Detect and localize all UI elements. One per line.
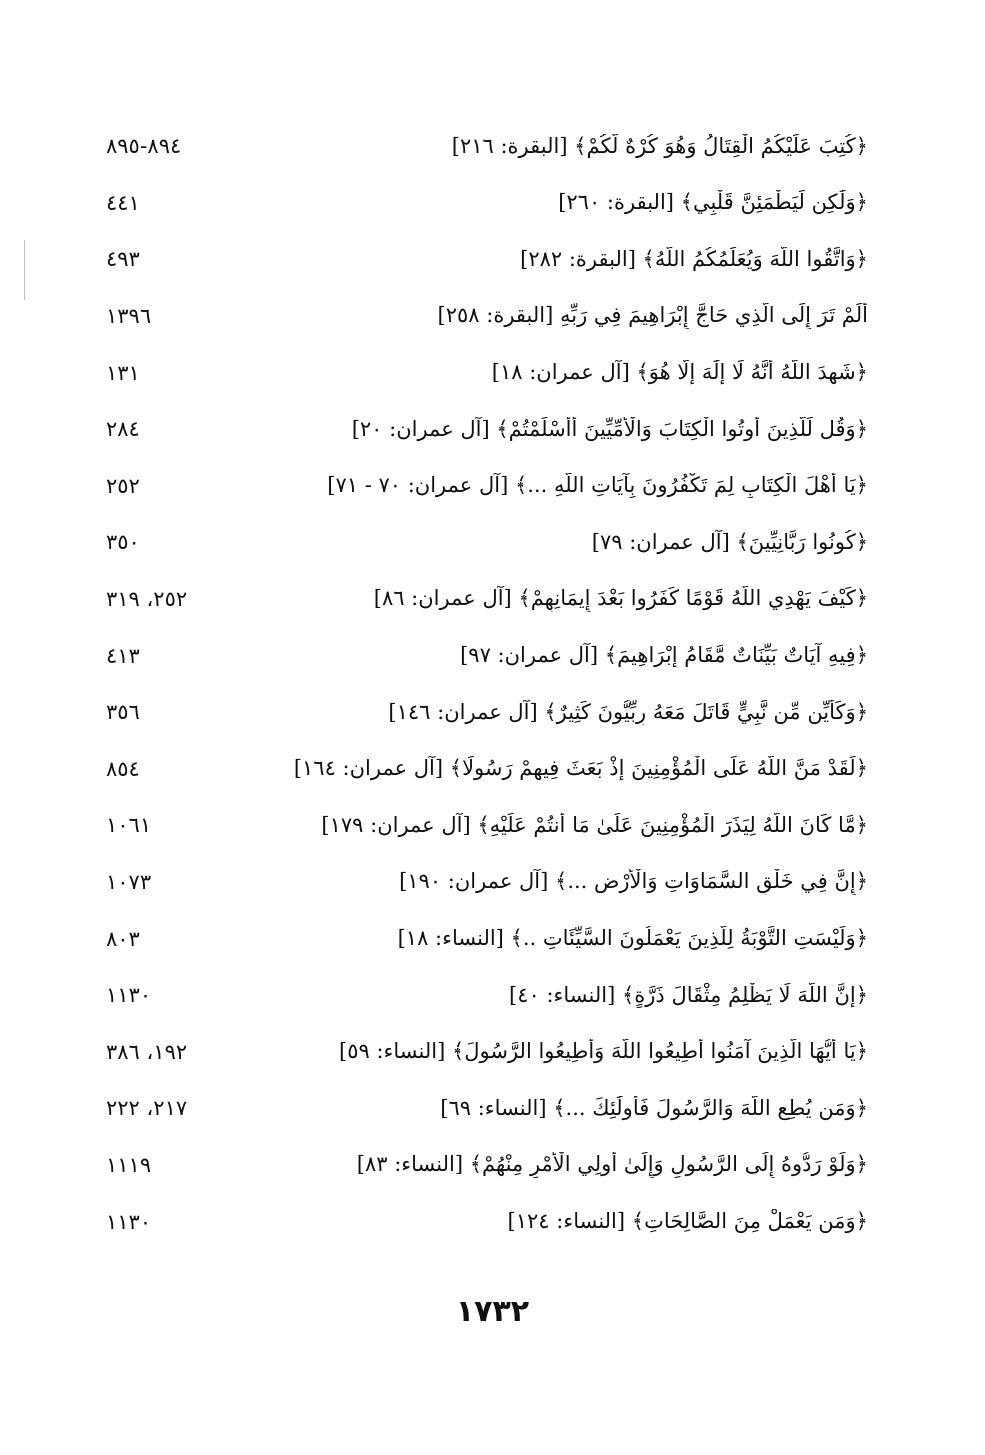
verse-citation: ﴿فِيهِ آيَاتٌ بَيِّنَاتٌ مَّقَامُ إِبْرَاهِيمَ﴾ [آل عمران: ٩٧] — [460, 643, 868, 668]
verse-citation: ﴿لَقَدْ مَنَّ اللَّهُ عَلَى الْمُؤْمِنِينَ إِذْ بَعَثَ فِيهِمْ رَسُولًا﴾ [آل عمران: ١٦٤] — [293, 756, 868, 781]
page-reference: ١١٣٠ — [106, 983, 152, 1008]
list-item — [100, 175, 868, 232]
verse-citation: أَلَمْ تَرَ إِلَى الَّذِي حَاجَّ إِبْرَاهِيمَ فِي رَبِّهِ [البقرة: ٢٥٨] — [437, 303, 868, 328]
verse-citation: ﴿مَّا كَانَ اللَّهُ لِيَذَرَ الْمُؤْمِنِينَ عَلَىٰ مَا أَنتُمْ عَلَيْهِ﴾ [آل عمران: ١٧٩] — [321, 812, 868, 837]
page-reference: ٣٥٦ — [106, 700, 140, 725]
list-item — [100, 571, 868, 628]
verse-citation: ﴿وَلَيْسَتِ التَّوْبَةُ لِلَّذِينَ يَعْمَلُونَ السَّيِّئَاتِ ..﴾ [النساء: ١٨] — [397, 926, 868, 951]
page-reference: ٢٨٤ — [106, 417, 140, 442]
list-item — [100, 1193, 868, 1250]
list-item — [100, 1024, 868, 1081]
list-item — [100, 967, 868, 1024]
list-item — [100, 741, 868, 798]
page-reference: ٨٠٣ — [106, 926, 140, 951]
list-item — [100, 1137, 868, 1194]
list-item — [100, 1080, 868, 1137]
verse-citation: ﴿كَيْفَ يَهْدِي اللَّهُ قَوْمًا كَفَرُوا بَعْدَ إِيمَانِهِمْ﴾ [آل عمران: ٨٦] — [373, 586, 868, 611]
list-item — [100, 514, 868, 571]
margin-line — [24, 240, 25, 300]
verse-citation: ﴿وَاتَّقُوا اللَّهَ وَيُعَلِّمُكُمُ اللَّهُ﴾ [البقرة: ٢٨٢] — [520, 246, 868, 271]
verse-citation: ﴿إِنَّ اللَّهَ لَا يَظْلِمُ مِثْقَالَ ذَرَّةٍ﴾ [النساء: ٤٠] — [509, 982, 868, 1007]
page-reference: ٨٩٤-٨٩٥ — [106, 134, 182, 159]
verse-citation: ﴿يَا أَيُّهَا الَّذِينَ آمَنُوا أَطِيعُوا اللَّهَ وَأَطِيعُوا الرَّسُولَ﴾ [النساء: ٥٩] — [339, 1039, 868, 1064]
list-item — [100, 288, 868, 345]
page-reference: ١٠٧٣ — [106, 870, 152, 895]
page-reference: ٢١٧، ٢٢٢ — [106, 1096, 188, 1121]
verse-citation: ﴿كُتِبَ عَلَيْكُمُ الْقِتَالُ وَهُوَ كُرْهٌ لَّكُمْ﴾ [البقرة: ٢١٦] — [451, 133, 868, 158]
list-item — [100, 458, 868, 515]
verse-citation: ﴿وَمَن يَعْمَلْ مِنَ الصَّالِحَاتِ﴾ [النساء: ١٢٤] — [507, 1208, 868, 1233]
list-item — [100, 797, 868, 854]
list-item — [100, 910, 868, 967]
page-reference: ٤٩٣ — [106, 247, 140, 272]
page-reference: ٤١٣ — [106, 643, 140, 668]
verse-citation: ﴿إِنَّ فِي خَلْقِ السَّمَاوَاتِ وَالْأَرْضِ ...﴾ [آل عمران: ١٩٠] — [399, 869, 868, 894]
page-number: ١٧٣٢ — [455, 1294, 530, 1329]
page-reference: ١١٣٠ — [106, 1209, 152, 1234]
verse-citation: ﴿وَقُل لِّلَّذِينَ أُوتُوا الْكِتَابَ وَالْأُمِّيِّينَ أَأَسْلَمْتُمْ﴾ [آل عمران: ٢٠] — [351, 416, 868, 441]
page-reference: ١٣١ — [106, 360, 140, 385]
list-item — [100, 231, 868, 288]
verse-citation: ﴿وَمَن يُطِعِ اللَّهَ وَالرَّسُولَ فَأُولَٰئِكَ ...﴾ [النساء: ٦٩] — [440, 1095, 868, 1120]
page-reference: ٨٥٤ — [106, 756, 140, 781]
list-item — [100, 401, 868, 458]
verse-citation: ﴿وَلَٰكِن لِّيَطْمَئِنَّ قَلْبِي﴾ [البقرة: ٢٦٠] — [558, 190, 868, 215]
page-reference: ٤٤١ — [106, 190, 140, 215]
page-reference: ١٣٩٦ — [106, 304, 152, 329]
list-item — [100, 684, 868, 741]
list-item — [100, 627, 868, 684]
page-reference: ٢٥٢، ٣١٩ — [106, 587, 188, 612]
verse-citation: ﴿شَهِدَ اللَّهُ أَنَّهُ لَا إِلَٰهَ إِلَّا هُوَ﴾ [آل عمران: ١٨] — [491, 360, 868, 385]
page-reference: ٣٥٠ — [106, 530, 140, 555]
verse-citation: ﴿يَا أَهْلَ الْكِتَابِ لِمَ تَكْفُرُونَ بِآيَاتِ اللَّهِ ...﴾ [آل عمران: ٧٠ - ٧١] — [327, 473, 868, 498]
verse-index-list — [100, 118, 868, 1250]
page-reference: ١١١٩ — [106, 1152, 152, 1177]
list-item — [100, 118, 868, 175]
list-item — [100, 854, 868, 911]
verse-citation: ﴿وَكَأَيِّن مِّن نَّبِيٍّ قَاتَلَ مَعَهُ رِبِّيُّونَ كَثِيرٌ﴾ [آل عمران: ١٤٦] — [388, 699, 868, 724]
page-reference: ١٠٦١ — [106, 813, 152, 838]
verse-citation: ﴿وَلَوْ رَدُّوهُ إِلَى الرَّسُولِ وَإِلَىٰ أُولِي الْأَمْرِ مِنْهُمْ﴾ [النساء: ٨٣] — [356, 1152, 868, 1177]
page-reference: ٢٥٢ — [106, 473, 140, 498]
verse-citation: ﴿كُونُوا رَبَّانِيِّينَ﴾ [آل عمران: ٧٩] — [591, 529, 868, 554]
list-item — [100, 344, 868, 401]
page-reference: ١٩٢، ٣٨٦ — [106, 1039, 188, 1064]
